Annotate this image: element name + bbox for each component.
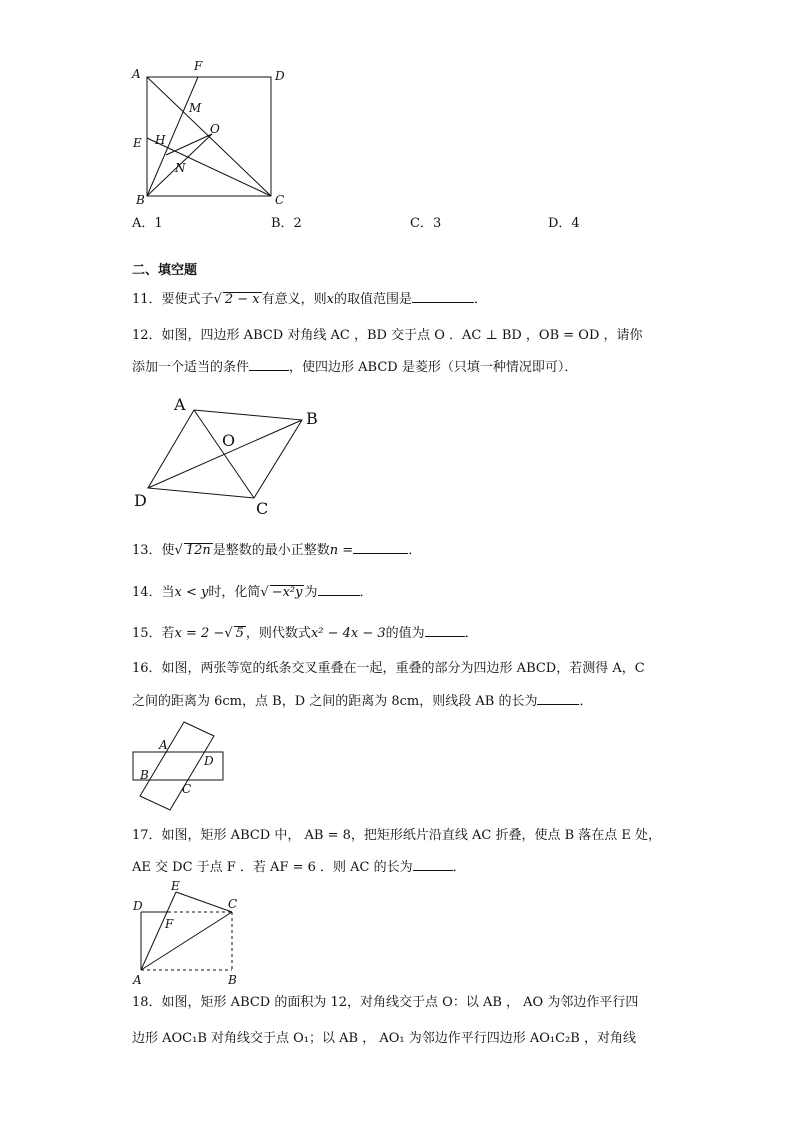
q17-line2a: AE 交 DC 于点 F ．若 AF = 6 ．则 AC 的长为 xyxy=(132,860,413,875)
q16-answer-blank[interactable] xyxy=(537,692,579,705)
q12-line2b: ，使四边形 ABCD 是菱形（只填一种情况即可）． xyxy=(289,360,578,375)
q15-answer-blank[interactable] xyxy=(425,624,465,637)
q14-post: 为 xyxy=(304,585,318,600)
q15-pre: 15．若 xyxy=(132,626,175,641)
figure-q17 xyxy=(128,878,248,990)
figure-q16 xyxy=(128,718,228,812)
label-D: D xyxy=(134,491,147,510)
q11-end: ． xyxy=(473,292,487,307)
label-C: C xyxy=(228,897,238,911)
label-N: N xyxy=(175,161,186,175)
q11-mid: 有意义，则 xyxy=(261,292,327,307)
label-O: O xyxy=(210,122,220,136)
option-d: D．4 xyxy=(548,216,580,231)
label-D: D xyxy=(275,69,285,83)
question-11: 11．要使式子√ 2 − x 有意义，则x的取值范围是 ． xyxy=(132,292,487,307)
question-12-line1: 12．如图，四边形 ABCD 对角线 AC ，BD 交于点 O ．AC ⊥ BD ，OB = OD ，请你 xyxy=(132,328,643,343)
question-17-line1: 17．如图，矩形 ABCD 中， AB = 8，把矩形纸片沿直线 AC 折叠，使点 B 落在点 E 处， xyxy=(132,828,662,843)
q12-line2a: 添加一个适当的条件 xyxy=(132,360,250,375)
q14-cond: x < y xyxy=(174,585,209,600)
question-17-line2 xyxy=(132,858,466,877)
q11-answer-blank[interactable] xyxy=(412,290,474,303)
q13-radicand: 12n xyxy=(185,543,211,558)
question-16-line1: 16．如图，两张等宽的纸条交叉重叠在一起，重叠的部分为四边形 ABCD，若测得 A，C xyxy=(132,661,645,676)
q16-line2b: ． xyxy=(579,694,593,709)
q13-end: ． xyxy=(408,543,422,558)
q15-expr: x = 2 − xyxy=(174,626,225,641)
figure-q12 xyxy=(130,390,330,518)
label-E: E xyxy=(171,879,180,893)
question-15: 15．若x = 2 −√ 5 ，则代数式x² − 4x − 3的值为 ． xyxy=(132,626,478,641)
q13-answer-blank[interactable] xyxy=(353,541,408,554)
q15-radicand: 5 xyxy=(235,626,244,641)
question-14: 14．当x < y时，化简√ −x²y 为 ． xyxy=(132,585,373,600)
q15-end: ． xyxy=(464,626,478,641)
label-F: F xyxy=(165,917,174,931)
q14-end: ． xyxy=(359,585,373,600)
question-12-line2 xyxy=(132,358,577,377)
label-F: F xyxy=(194,59,203,73)
label-A: A xyxy=(132,67,141,81)
label-C: C xyxy=(256,499,269,518)
label-M: M xyxy=(189,101,202,115)
q11-var: x xyxy=(326,292,334,307)
q13-pre: 13．使 xyxy=(132,543,175,558)
q11-radicand: 2 − x xyxy=(224,292,260,307)
q15-mid: ，则代数式 xyxy=(245,626,311,641)
figure-q10 xyxy=(128,56,298,212)
q17-answer-blank[interactable] xyxy=(413,858,453,871)
q14-pre: 14．当 xyxy=(132,585,175,600)
option-a: A．1 xyxy=(132,216,163,231)
q12-answer-blank[interactable] xyxy=(249,358,289,371)
question-16-line2 xyxy=(132,692,593,711)
label-H: H xyxy=(155,133,166,147)
q16-line2a: 之间的距离为 6cm，点 B，D 之间的距离为 8cm，则线段 AB 的长为 xyxy=(132,694,538,709)
label-E: E xyxy=(133,136,142,150)
label-C: C xyxy=(275,193,285,207)
option-b: B．2 xyxy=(271,216,302,231)
label-B: B xyxy=(306,409,318,428)
q15-poly: x² − 4x − 3 xyxy=(310,626,386,641)
section-heading: 二、填空题 xyxy=(132,263,198,278)
label-B: B xyxy=(136,193,145,207)
label-A: A xyxy=(174,395,186,414)
label-B: B xyxy=(140,768,149,782)
question-13: 13．使√ 12n 是整数的最小正整数n = ． xyxy=(132,543,422,558)
label-O: O xyxy=(222,431,236,450)
label-D: D xyxy=(204,754,214,768)
q13-var: n = xyxy=(329,543,354,558)
q14-answer-blank[interactable] xyxy=(318,583,360,596)
q11-post: 的取值范围是 xyxy=(333,292,412,307)
question-18-line2: 边形 AOC₁B 对角线交于点 O₁；以 AB ， AO₁ 为邻边作平行四边形 AO₁C₂B ，对角线 xyxy=(132,1031,636,1046)
option-c: C．3 xyxy=(410,216,442,231)
q14-radicand: −x²y xyxy=(271,585,303,600)
label-A: A xyxy=(133,973,142,987)
q14-mid: 时，化简 xyxy=(208,585,261,600)
question-18-line1: 18．如图，矩形 ABCD 的面积为 12，对角线交于点 O：以 AB ， AO 为邻边作平行四 xyxy=(132,995,639,1010)
q11-pre: 11．要使式子 xyxy=(132,292,214,307)
label-C: C xyxy=(182,782,192,796)
q17-line2b: ． xyxy=(452,860,466,875)
q13-mid: 是整数的最小正整数 xyxy=(212,543,330,558)
label-A: A xyxy=(159,738,168,752)
label-B: B xyxy=(228,973,237,987)
q15-post: 的值为 xyxy=(385,626,425,641)
label-D: D xyxy=(133,899,143,913)
